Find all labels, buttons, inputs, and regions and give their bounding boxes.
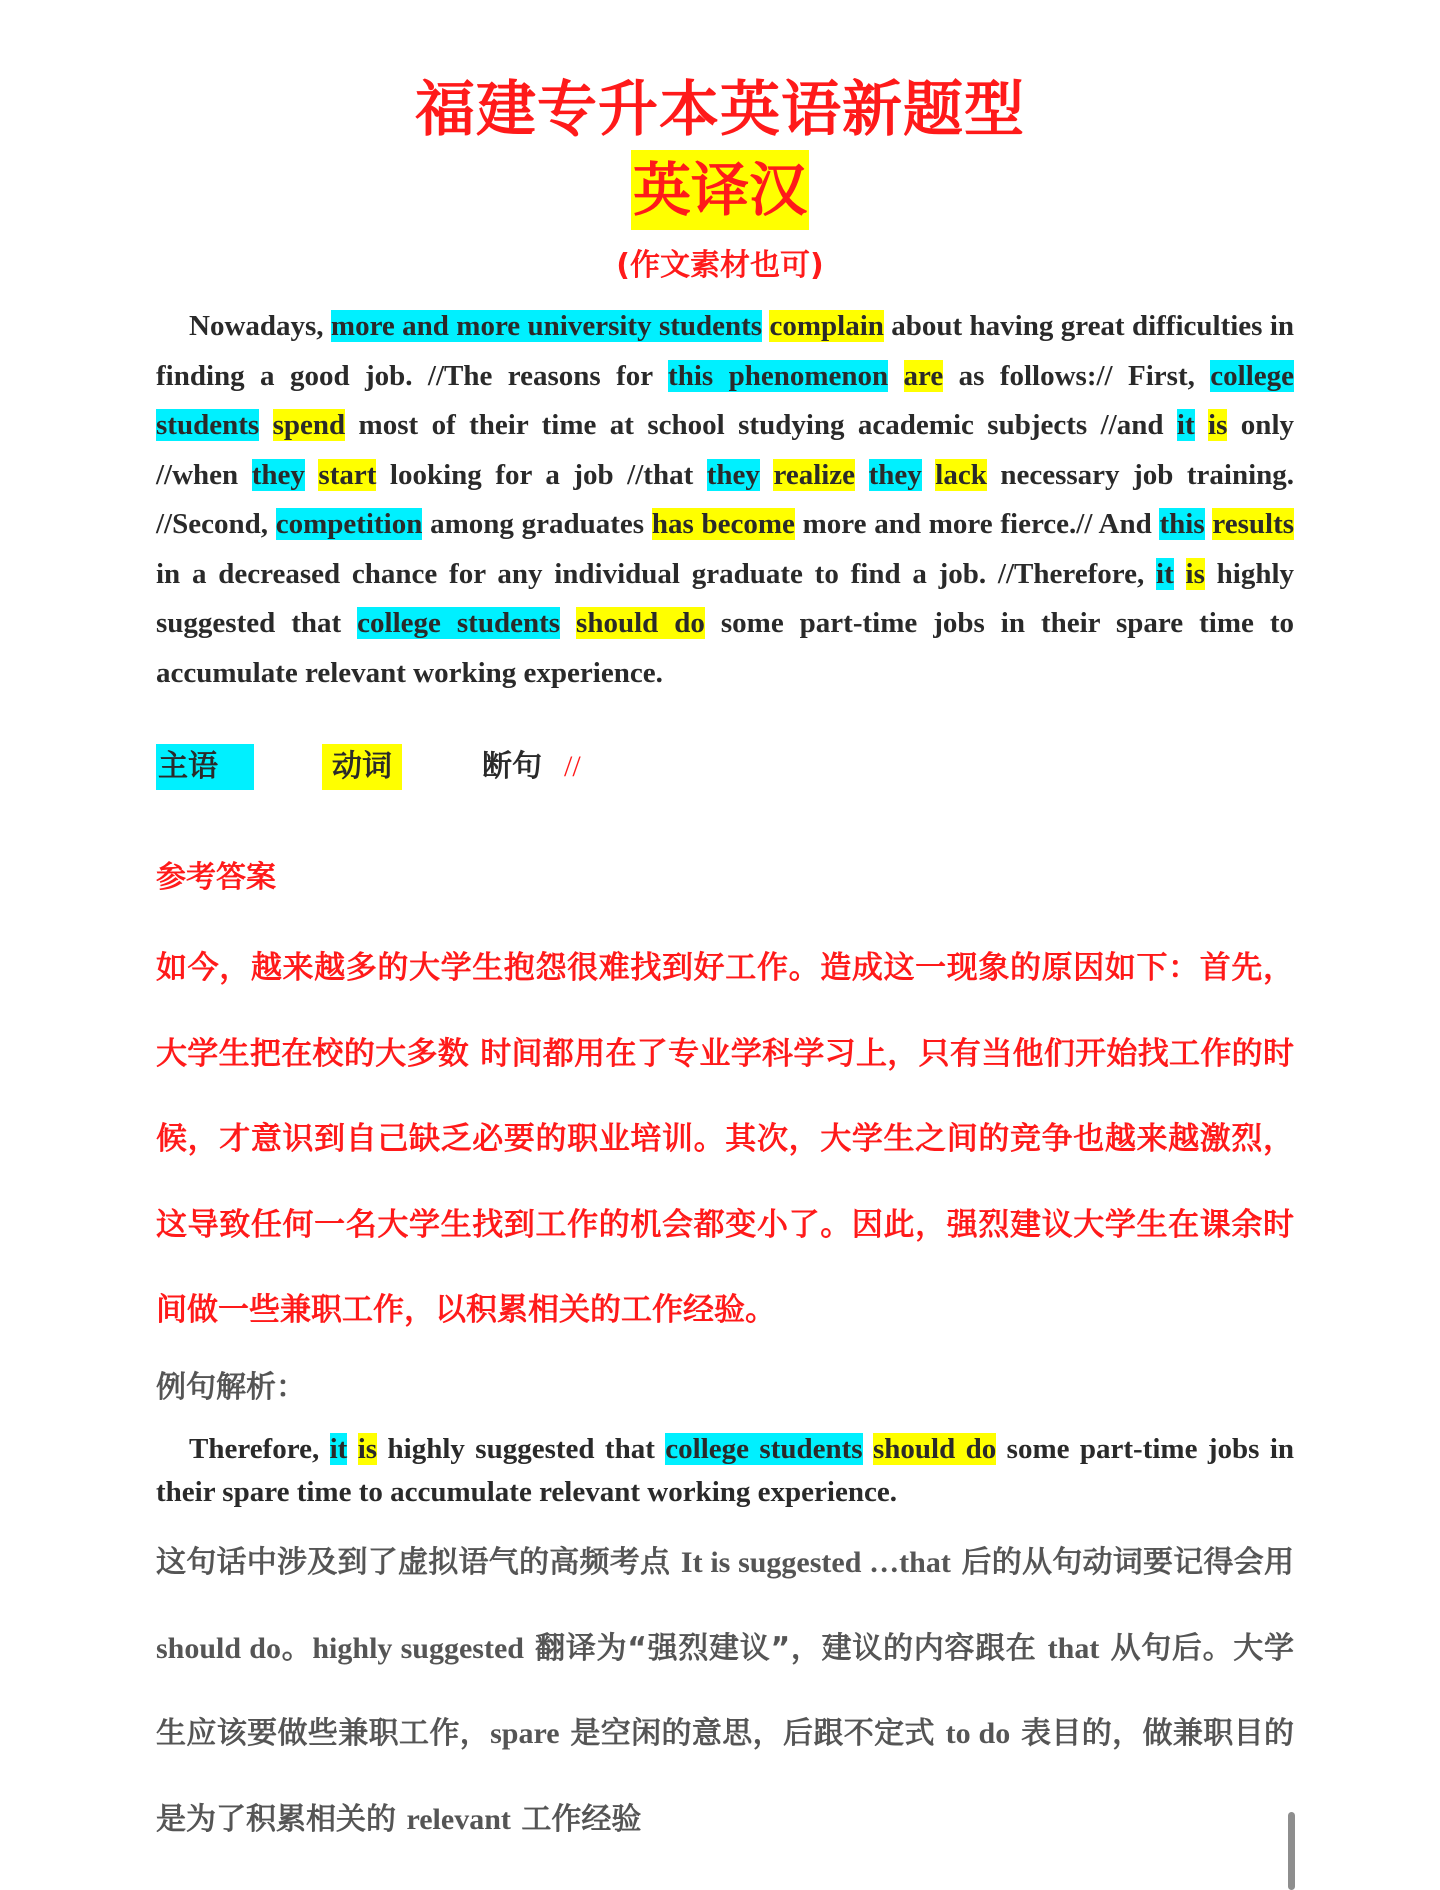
page-subtitle: 英译汉 xyxy=(631,150,809,230)
text-segment: most of their time at school studying academic subjects //and xyxy=(345,409,1177,441)
english-term: should do xyxy=(156,1631,281,1665)
text-segment: some part-time jobs in their spare time to accumulate relevant working experience. xyxy=(156,607,1295,689)
highlight-legend xyxy=(156,744,756,790)
legend-break-label: 断句 xyxy=(482,749,542,784)
text-segment: in a decreased chance for any individual graduate to find a job. //Therefore, xyxy=(156,557,1157,590)
text-segment: necessary job training. //Second, xyxy=(156,458,1295,540)
text-segment: highly suggested that xyxy=(377,1433,666,1465)
legend-break-mark: // xyxy=(564,750,581,783)
text-segment xyxy=(305,459,319,491)
page-title: 福建专升本英语新题型 xyxy=(415,75,1025,145)
subtitle-note: (作文素材也可) xyxy=(616,248,824,283)
text-segment: more and more fierce.// And xyxy=(794,508,1160,540)
verb-highlight: complain xyxy=(769,310,884,342)
subject-highlight: more and more university students xyxy=(330,310,763,342)
subject-highlight: college students xyxy=(357,607,561,639)
text-segment xyxy=(855,459,869,491)
text-segment: 是空闲的意思，后跟不定式 xyxy=(559,1716,946,1751)
text-segment xyxy=(1174,558,1186,590)
verb-highlight: should do xyxy=(576,607,705,639)
legend-verb: 动词 xyxy=(322,744,402,790)
subtitle-wrap xyxy=(0,150,1440,230)
subject-highlight: it xyxy=(329,1433,348,1465)
verb-highlight: start xyxy=(318,458,377,491)
subject-highlight: college students xyxy=(156,359,1294,441)
text-segment: among graduates xyxy=(422,508,652,540)
legend-subject: 主语 xyxy=(156,744,254,790)
text-segment: 这句话中涉及到了虚拟语气的高频考点 xyxy=(156,1545,681,1580)
text-segment: 表目的，做兼职目的是为了积累相关的 xyxy=(156,1716,1294,1837)
subject-highlight: it xyxy=(1156,557,1174,590)
subject-highlight: this phenomenon xyxy=(668,359,889,392)
text-segment: 后的从句动词要记得会用 xyxy=(950,1545,1294,1580)
subject-highlight: they xyxy=(706,458,760,491)
text-segment: highly suggested that xyxy=(156,557,1295,639)
text-segment xyxy=(1195,409,1208,441)
text-segment: 翻译为“强烈建议”，建议的内容跟在 xyxy=(523,1630,1048,1666)
verb-highlight: realize xyxy=(773,458,856,491)
text-segment: Nowadays, xyxy=(189,310,331,342)
english-term: to do xyxy=(945,1717,1011,1750)
analysis-heading: 例句解析： xyxy=(156,1370,306,1405)
text-segment xyxy=(560,607,576,639)
verb-highlight: is xyxy=(1208,409,1228,441)
analysis-explanation xyxy=(156,1520,1294,1862)
text-segment xyxy=(863,1433,873,1465)
verb-highlight: is xyxy=(357,1433,378,1465)
text-segment: some part-time jobs in their spare time to accumulate relevant working experience. xyxy=(156,1433,1295,1508)
verb-highlight: spend xyxy=(272,409,346,441)
subject-highlight: it xyxy=(1176,409,1195,441)
example-sentence xyxy=(156,1428,1294,1514)
text-segment xyxy=(259,409,272,441)
text-segment: 从句后。大学生应该要做些兼职工作， xyxy=(156,1630,1295,1751)
verb-highlight: lack xyxy=(935,458,987,491)
text-segment xyxy=(922,459,936,491)
answer-translation: 如今，越来越多的大学生抱怨很难找到好工作。造成这一现象的原因如下：首先，大学生把在校的大多数 时间都用在了专业学科学习上，只有当他们开始找工作的时候，才意识到自己缺乏必要的职业培训。其次，大学生之间的竞争也越来越激烈，这导致任何一名大学生找到工作的机会都变小了。因此，强烈建议大学生在课余时间做一些兼职工作，以积累相关的工作经验。 xyxy=(156,950,1294,1328)
english-term: spare xyxy=(490,1717,560,1750)
verb-highlight: results xyxy=(1212,508,1295,540)
subject-highlight: they xyxy=(868,458,922,491)
text-segment xyxy=(760,459,774,491)
subject-highlight: competition xyxy=(275,508,423,540)
verb-highlight: is xyxy=(1185,557,1205,590)
english-term: that xyxy=(1047,1631,1100,1665)
subject-highlight: this xyxy=(1159,508,1205,540)
verb-highlight: should do xyxy=(872,1433,997,1465)
english-term: highly suggested xyxy=(312,1631,524,1665)
text-segment: 。 xyxy=(280,1630,313,1666)
english-passage xyxy=(156,302,1294,698)
english-term: relevant xyxy=(406,1802,511,1836)
text-segment: about having great difficulties in finding a good job. //The reasons for xyxy=(156,310,1294,392)
english-term: It is suggested …that xyxy=(680,1546,951,1579)
text-segment: only //when xyxy=(156,409,1294,491)
text-segment xyxy=(347,1433,357,1465)
text-segment: looking for a job //that xyxy=(376,458,707,491)
answer-heading: 参考答案 xyxy=(156,860,276,895)
text-segment: as follows:// First, xyxy=(943,359,1211,392)
verb-highlight: has become xyxy=(651,508,795,540)
subject-highlight: they xyxy=(251,458,305,491)
text-segment: Therefore, xyxy=(189,1433,330,1465)
verb-highlight: are xyxy=(903,359,944,392)
subject-highlight: college students xyxy=(665,1433,863,1465)
scrollbar-thumb[interactable] xyxy=(1288,1812,1295,1890)
text-segment xyxy=(888,360,903,392)
text-segment: 工作经验 xyxy=(510,1801,642,1837)
